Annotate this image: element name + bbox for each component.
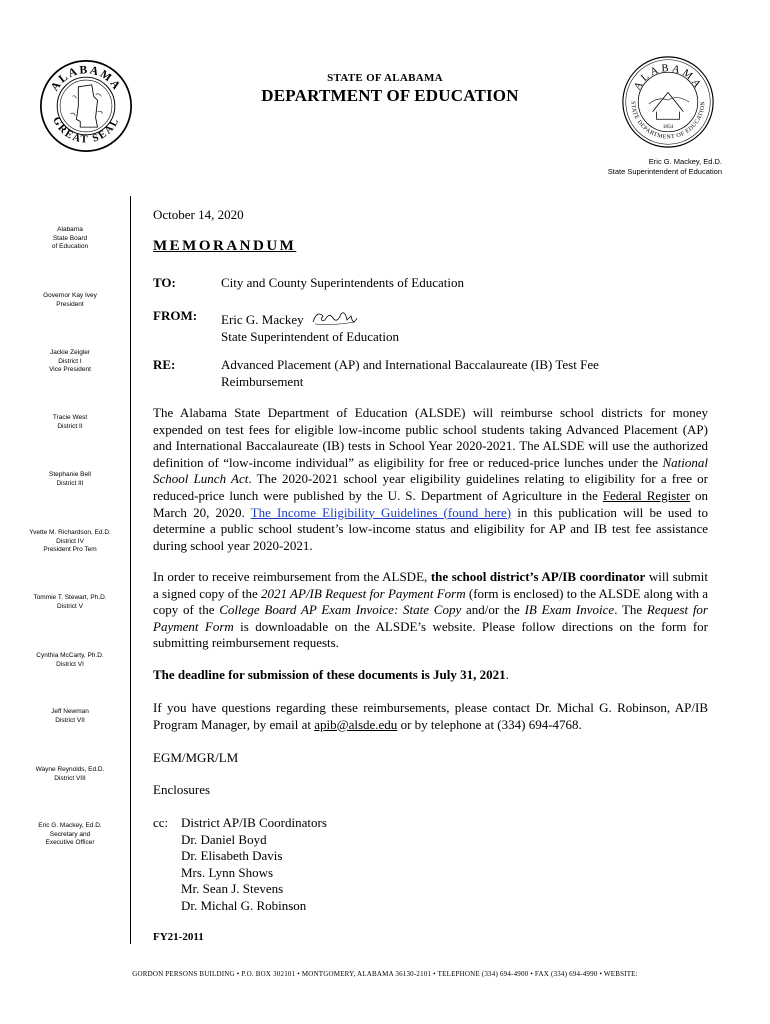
- seal-text-bottom: STATE DEPARTMENT OF EDUCATION: [629, 100, 707, 141]
- cc-label: cc:: [153, 815, 169, 830]
- paragraph-reimbursement: In order to receive reimbursement from the ALSDE, the school district’s AP/IB coordinator will submit a signed copy of the 2021 AP/IB Request for Payment Form (form is enclosed) to the ALSDE along with a copy of the College Board AP Exam Invoice: State Copy and/or the IB Exam Invoice. The Request for Payment Form is downloadable on the ALSDE’s website. Please follow directions on the form for submitting reimbursement requests.: [153, 569, 708, 651]
- board-member-role: District VIII: [54, 774, 86, 782]
- board-member-role: District V: [57, 602, 83, 610]
- department-heading: DEPARTMENT OF EDUCATION: [261, 86, 519, 105]
- sidebar-divider: [130, 196, 131, 944]
- board-member-name: Eric G. Mackey, Ed.D.: [38, 822, 102, 829]
- svg-text:GREAT SEAL: [50, 115, 122, 145]
- board-member-role: District VII: [55, 716, 85, 724]
- seal-year: 1854: [662, 123, 674, 130]
- from-name: Eric G. Mackey: [221, 312, 304, 327]
- board-member-role: District I: [58, 357, 82, 365]
- board-member-role: President: [56, 300, 84, 308]
- federal-register: Federal Register: [602, 487, 691, 503]
- cc-recipient: Dr. Michal G. Robinson: [181, 897, 307, 913]
- board-member-role: District II: [57, 422, 83, 430]
- board-member-name: Jeff Newman: [51, 708, 89, 715]
- cc-recipient: Dr. Elisabeth Davis: [181, 848, 283, 864]
- board-member: [20, 708, 120, 725]
- cc-recipient: Mrs. Lynn Shows: [181, 864, 274, 880]
- superintendent-title: State Superintendent of Education: [607, 167, 722, 176]
- board-member-name: Wayne Reynolds, Ed.D.: [35, 766, 105, 773]
- income-eligibility-guidelines-link[interactable]: The Income Eligibility Guidelines (found here): [250, 504, 512, 520]
- board-member-role: District III: [56, 479, 84, 487]
- board-member: [20, 766, 120, 783]
- initials: EGM/MGR/LM: [153, 750, 239, 765]
- deadline-statement: The deadline for submission of these documents is July 31, 2021.: [153, 667, 509, 682]
- board-member-role: Executive Officer: [45, 839, 95, 846]
- board-member-role: Vice President: [49, 366, 91, 373]
- board-member-name: Cynthia McCarty, Ph.D.: [36, 652, 104, 659]
- board-member: [20, 594, 120, 611]
- board-member-name: Stephanie Bell: [49, 471, 91, 478]
- memo-date: October 14, 2020: [153, 207, 244, 222]
- email-link[interactable]: apib@alsde.edu: [314, 716, 398, 732]
- from-label: FROM:: [153, 308, 198, 323]
- memo-heading: MEMORANDUM: [153, 238, 297, 254]
- board-member-name: Yvette M. Richardson, Ed.D.: [29, 529, 111, 536]
- paragraph-eligibility: The Alabama State Department of Education (ALSDE) will reimburse school districts for money expended on test fees for eligible low-income public school students taking Advanced Placement (AP) and International Baccalaureate (IB) tests in School Year 2020-2021. The ALSDE will use the authorized definition of “low-income individual” as eligibility for free or reduced-price lunches under the National School Lunch Act. The 2020-2021 school year eligibility guidelines relating to eligibility for a free or reduced-price lunch were published by the U. S. Department of Agriculture in the Federal Register on March 20, 2020. The Income Eligibility Guidelines (found here) in this publication will be used to determine a public school student’s low-income status and eligibility for AP and IB test fee assistance during school year 2020-2021.: [153, 405, 709, 553]
- signature: [311, 308, 359, 328]
- seal-text-top: ALABAMA: [632, 63, 704, 93]
- cc-recipient: Dr. Daniel Boyd: [181, 831, 267, 847]
- seal-text-bottom: GREAT SEAL: [50, 115, 122, 146]
- board-member: [20, 529, 120, 555]
- board-member: [20, 414, 120, 431]
- cc-recipient: District AP/IB Coordinators: [181, 815, 327, 830]
- paragraph-contact: If you have questions regarding these reimbursements, please contact Dr. Michal G. Robinson, AP/IB Program Manager, by email at apib@alsde.edu or by telephone at (334) 694-4768.: [153, 700, 708, 732]
- board-title: Alabama State Board of Education: [51, 226, 89, 250]
- board-member-name: Jackie Zeigler: [49, 349, 91, 356]
- re-value: Advanced Placement (AP) and International Baccalaureate (IB) Test Fee Reimbursement: [221, 357, 599, 389]
- cc-list: [181, 815, 327, 915]
- board-member: [20, 652, 120, 669]
- re-label: RE:: [153, 357, 176, 372]
- board-member-name: Tommie T. Stewart, Ph.D.: [33, 594, 107, 601]
- board-member: [20, 349, 120, 375]
- board-member-name: Governor Kay Ivey: [43, 292, 97, 299]
- cc-recipient: Mr. Sean J. Stevens: [181, 881, 284, 897]
- document-code: FY21-2011: [153, 931, 204, 943]
- footer-address: GORDON PERSONS BUILDING • P.O. BOX 302101 • MONTGOMERY, ALABAMA 36130-2101 • TELEPHONE (334) 694-4900 • FAX (334) 694-4990 • WEBSITE:: [132, 970, 638, 978]
- board-member-role: Secretary and: [49, 830, 91, 838]
- to-value: City and County Superintendents of Education: [221, 275, 464, 290]
- state-heading: STATE OF ALABAMA: [327, 72, 443, 84]
- board-member: [20, 822, 120, 848]
- enclosures: Enclosures: [153, 782, 211, 797]
- board-member-role: District IV: [56, 537, 84, 545]
- board-member-role: President Pro Tem: [43, 546, 97, 553]
- board-member: [20, 292, 120, 309]
- from-title: State Superintendent of Education: [221, 328, 399, 344]
- superintendent-block: [608, 157, 722, 177]
- seal-text-top: ALABAMA: [48, 64, 124, 94]
- board-member-name: Tracie West: [52, 414, 88, 421]
- board-member: [20, 471, 120, 488]
- superintendent-name: Eric G. Mackey, Ed.D.: [648, 157, 722, 166]
- to-label: TO:: [153, 275, 176, 290]
- from-value: [221, 308, 709, 345]
- board-member-role: District VI: [56, 660, 84, 668]
